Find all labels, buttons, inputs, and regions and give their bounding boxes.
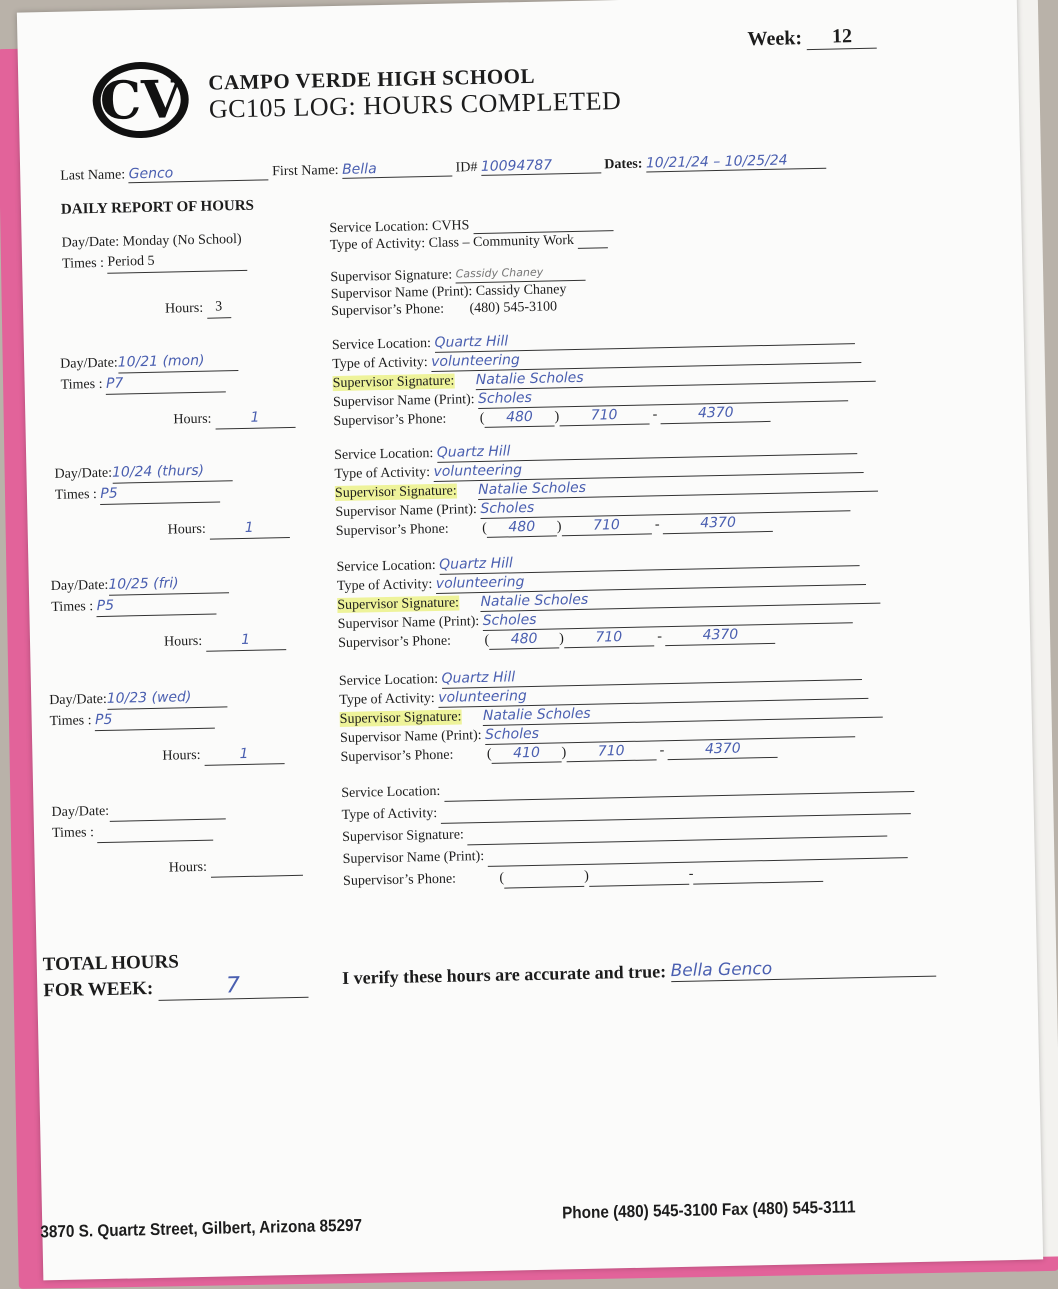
svg-text:CV: CV [99, 69, 183, 132]
type-of-activity-value[interactable]: volunteering [438, 680, 868, 708]
verify-signature[interactable]: Bella Genco [670, 956, 935, 983]
phone-area-code: 410 [491, 743, 561, 763]
type-of-activity-label: Type of Activity: [336, 577, 433, 595]
day-date-value[interactable]: Monday (No School) [122, 231, 242, 250]
first-name-field[interactable]: Bella [342, 160, 452, 179]
type-of-activity-value[interactable]: volunteering [433, 454, 863, 482]
phone-area-code: 480 [489, 629, 559, 649]
supervisor-phone-label: Supervisor’s Phone: [342, 871, 457, 889]
service-location-label: Service Location: [336, 557, 436, 576]
entry-right [334, 435, 879, 541]
total-label-1: TOTAL HOURS [42, 951, 180, 976]
phone-area-code: 480 [484, 407, 554, 427]
day-date-label: Day/Date: [49, 691, 107, 709]
times-label: Times : [51, 825, 95, 842]
supervisor-name-label: Supervisor Name (Print): [339, 728, 482, 746]
hours-value[interactable]: 3 [206, 297, 230, 318]
day-date-label: Day/Date: [61, 234, 120, 251]
id-label: ID# [455, 160, 478, 176]
times-value[interactable]: P5 [100, 481, 220, 505]
times-label: Times : [61, 255, 105, 272]
times-label: Times : [54, 487, 97, 503]
student-info-row [60, 152, 826, 185]
supervisor-phone-value[interactable]: ( 480 ) 710 - 4370 [482, 515, 773, 536]
supervisor-name-label: Supervisor Name (Print): [337, 614, 480, 633]
log-sheet [17, 0, 1043, 1280]
hours-label: Hours: [163, 633, 203, 650]
supervisor-signature-value[interactable]: Cassidy Chaney [455, 263, 585, 284]
supervisor-phone-label: Supervisor’s Phone: [333, 411, 447, 430]
supervisor-signature-label: Supervisor Signature: [334, 483, 457, 502]
total-hours-block [43, 947, 309, 1004]
supervisor-phone-value[interactable]: ( 480 ) 710 - 4370 [480, 405, 771, 426]
service-location-label: Service Location: [341, 783, 441, 801]
verify-row [342, 956, 936, 989]
phone-line-number: 4370 [663, 513, 773, 534]
entry-right [332, 325, 877, 431]
day-date-value[interactable]: 10/21 (mon) [118, 350, 238, 374]
service-location-label: Service Location: [331, 336, 432, 354]
times-value[interactable]: P5 [96, 594, 216, 618]
last-name-label: Last Name: [60, 167, 126, 184]
supervisor-name-value[interactable]: Scholes [478, 382, 848, 409]
supervisor-signature-value[interactable]: Natalie Scholes [483, 699, 883, 726]
day-date-field[interactable] [109, 798, 225, 821]
supervisor-signature-label: Supervisor Signature: [332, 373, 455, 392]
supervisor-phone-label: Supervisor’s Phone: [335, 521, 449, 540]
entry-printed-right [329, 214, 615, 320]
supervisor-phone-label: Supervisor’s Phone: [331, 301, 445, 320]
service-location-label: Service Location: [338, 671, 439, 690]
hours-label: Hours: [162, 747, 201, 764]
service-location-label: Service Location: [329, 219, 429, 237]
supervisor-signature-label: Supervisor Signature: [337, 595, 460, 614]
week-label: Week: [747, 27, 803, 51]
supervisor-phone-label: Supervisor’s Phone: [340, 747, 454, 765]
times-value[interactable]: P5 [95, 708, 215, 732]
phone-line-number: 4370 [661, 403, 771, 424]
day-date-value[interactable]: 10/25 (fri) [108, 572, 228, 596]
type-of-activity-label: Type of Activity: [341, 805, 438, 823]
entry-right [339, 661, 884, 767]
dates-label: Dates: [604, 156, 643, 173]
total-label-2: FOR WEEK: [43, 977, 154, 1002]
hours-value[interactable]: 1 [205, 629, 285, 652]
dates-field[interactable]: 10/21/24 – 10/25/24 [646, 152, 826, 173]
type-of-activity-label: Type of Activity: [334, 465, 431, 483]
supervisor-name-value[interactable]: Scholes [485, 718, 855, 745]
phone-prefix: 710 [564, 627, 654, 648]
phone-prefix: 710 [566, 741, 656, 762]
supervisor-signature-label: Supervisor Signature: [339, 709, 462, 728]
type-of-activity-value[interactable]: volunteering [431, 344, 861, 372]
school-logo [90, 57, 192, 143]
service-location-label: Service Location: [334, 445, 434, 464]
hours-value[interactable]: 1 [209, 517, 289, 540]
phone-prefix: 710 [561, 515, 651, 536]
school-address: 3870 S. Quartz Street, Gilbert, Arizona 85297 [40, 1215, 363, 1242]
type-of-activity-label: Type of Activity: [329, 236, 426, 254]
supervisor-phone-field[interactable]: ( ) - [499, 864, 823, 886]
service-location-value[interactable]: Quartz Hill [439, 547, 859, 575]
supervisor-name-label: Supervisor Name (Print): [335, 502, 478, 521]
school-name: CAMPO VERDE HIGH SCHOOL [208, 63, 536, 95]
phone-line-number: 4370 [668, 739, 778, 760]
supervisor-phone-value[interactable]: ( 410 ) 710 - 4370 [487, 741, 778, 762]
day-date-label: Day/Date: [54, 465, 113, 482]
hours-label: Hours: [168, 859, 208, 876]
week-field[interactable] [747, 25, 877, 52]
section-title: DAILY REPORT OF HOURS [60, 197, 255, 218]
school-phone-fax: Phone (480) 545-3100 Fax (480) 545-3111 [561, 1197, 856, 1223]
entry-right [336, 547, 881, 653]
hours-label: Hours: [164, 300, 204, 317]
times-value[interactable]: Period 5 [107, 250, 247, 274]
first-name-label: First Name: [271, 162, 339, 180]
supervisor-name-value[interactable]: Scholes [483, 604, 853, 631]
supervisor-name-label: Supervisor Name (Print): [330, 284, 473, 303]
type-of-activity-value[interactable]: volunteering [436, 566, 866, 594]
supervisor-phone-value[interactable]: (480) 545-3100 [469, 299, 558, 317]
entry-blank-right [341, 770, 916, 892]
type-of-activity-value[interactable]: Class – Community Work [428, 232, 575, 252]
phone-prefix: 710 [559, 405, 649, 426]
entry-blank-left [51, 797, 302, 881]
day-date-value[interactable]: 10/23 (wed) [107, 686, 227, 710]
hours-label: Hours: [173, 411, 212, 428]
supervisor-signature-label: Supervisor Signature: [330, 267, 453, 286]
times-label: Times : [49, 713, 92, 730]
supervisor-name-value[interactable]: Cassidy Chaney [475, 282, 567, 300]
times-label: Times : [60, 376, 103, 393]
verify-text: I verify these hours are accurate and true: [341, 961, 667, 989]
last-name-field[interactable]: Genco [128, 163, 268, 183]
phone-area-code: 480 [487, 517, 557, 537]
hours-value[interactable]: 1 [204, 743, 284, 766]
supervisor-phone-value[interactable]: ( 480 ) 710 - 4370 [484, 627, 775, 648]
service-location-value[interactable]: CVHS [431, 218, 470, 234]
entry-left [60, 349, 295, 433]
entry-printed-left [61, 230, 248, 322]
day-date-label: Day/Date: [60, 355, 118, 372]
supervisor-name-label: Supervisor Name (Print): [332, 392, 475, 411]
times-label: Times : [51, 599, 94, 616]
phone-line-number: 4370 [665, 625, 775, 646]
type-of-activity-label: Type of Activity: [332, 355, 428, 373]
supervisor-signature-value[interactable]: Natalie Scholes [480, 585, 880, 612]
supervisor-signature-label: Supervisor Signature: [342, 827, 465, 845]
supervisor-phone-label: Supervisor’s Phone: [337, 633, 452, 652]
id-field[interactable]: 10094787 [481, 156, 601, 176]
entry-left [54, 459, 289, 543]
hours-label: Hours: [167, 521, 206, 538]
supervisor-signature-value[interactable]: Natalie Scholes [476, 363, 876, 390]
type-of-activity-label: Type of Activity: [339, 691, 435, 709]
day-date-label: Day/Date: [50, 577, 109, 595]
times-value[interactable]: P7 [106, 371, 226, 395]
supervisor-signature-value[interactable]: Natalie Scholes [478, 473, 878, 500]
service-location-value[interactable]: Quartz Hill [437, 435, 857, 463]
entry-left [51, 571, 286, 655]
week-value: 12 [807, 25, 877, 50]
supervisor-name-value[interactable]: Scholes [480, 492, 850, 519]
times-field[interactable] [97, 820, 213, 843]
hours-field[interactable] [210, 855, 302, 878]
supervisor-name-label: Supervisor Name (Print): [342, 849, 485, 867]
total-hours-value[interactable]: 7 [158, 972, 309, 1001]
log-title: GC105 LOG: HOURS COMPLETED [208, 85, 622, 124]
day-date-label: Day/Date: [51, 803, 110, 821]
entry-left [49, 685, 284, 769]
service-location-value[interactable]: Quartz Hill [434, 325, 854, 353]
day-date-value[interactable]: 10/24 (thurs) [112, 460, 232, 484]
service-location-value[interactable]: Quartz Hill [441, 661, 861, 689]
hours-value[interactable]: 1 [215, 407, 295, 430]
